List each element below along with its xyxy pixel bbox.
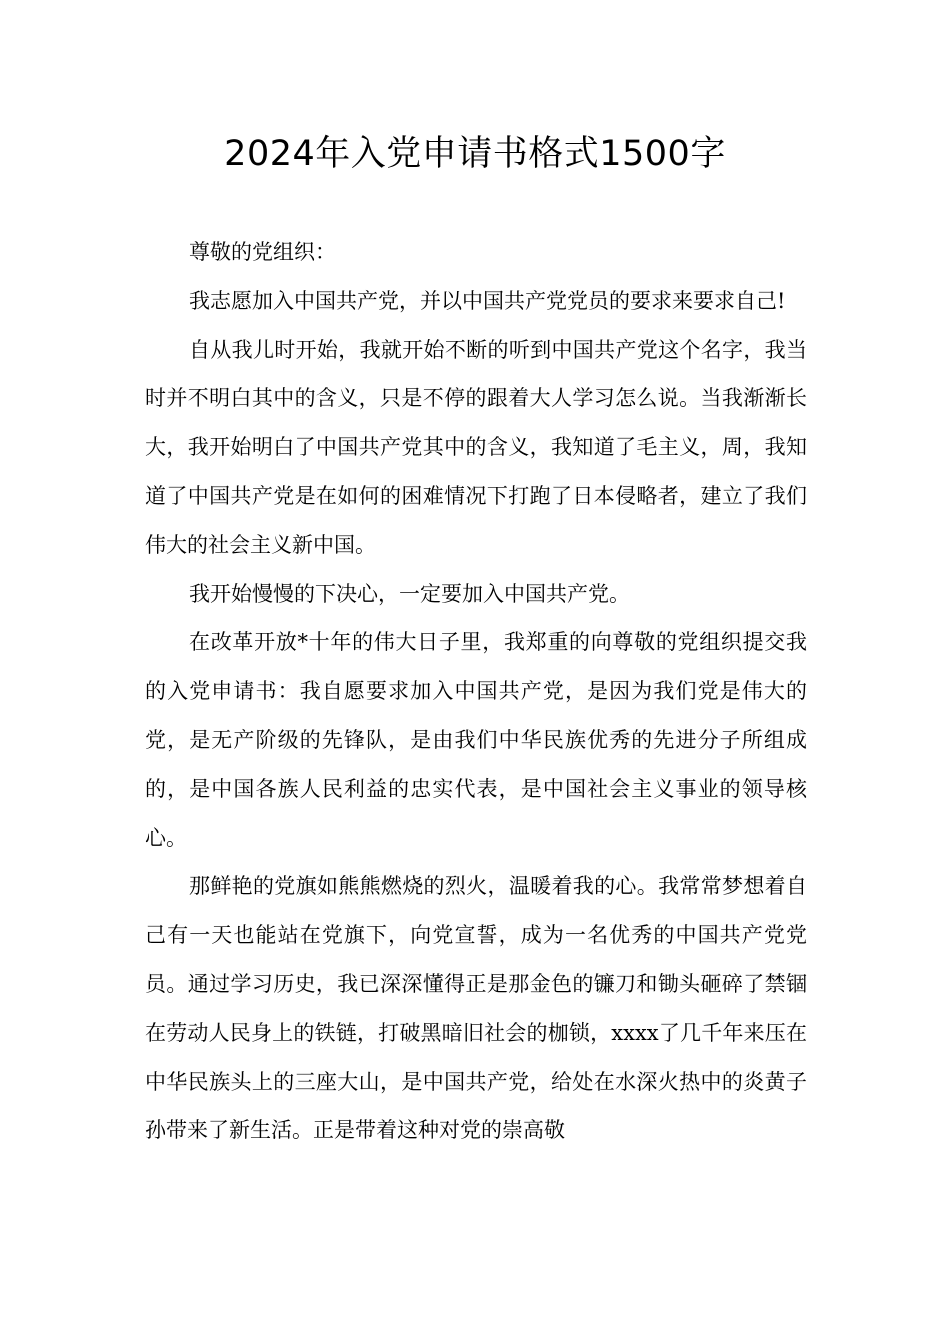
paragraph: 我开始慢慢的下决心，一定要加入中国共产党。	[189, 581, 630, 606]
paragraph: 自从我儿时开始，我就开始不断的听到中国共产党这个名字，我当时并不明白其中的含义，只是不停的跟着大人学习怎么说。当我渐渐长大，我开始明白了中国共产党其中的含义，我知道了毛主义，周，我知道了中国共产党是在如何的困难情况下打跑了日本侵略者，建立了我们伟大的社会主义新中国。	[145, 337, 807, 557]
salutation: 尊敬的党组织：	[189, 240, 336, 264]
document-title: 2024年入党申请书格式1500字	[224, 134, 726, 174]
paragraph: 在改革开放*十年的伟大日子里，我郑重的向尊敬的党组织提交我的入党申请书：我自愿要求加入中国共产党，是因为我们党是伟大的党，是无产阶级的先锋队，是由我们中华民族优秀的先进分子所组成的，是中国各族人民利益的忠实代表，是中国社会主义事业的领导核心。	[145, 630, 807, 850]
paragraph: 我志愿加入中国共产党，并以中国共产党党员的要求来要求自己!	[189, 288, 786, 313]
document-body	[145, 228, 807, 1155]
paragraph: 那鲜艳的党旗如熊熊燃烧的烈火，温暖着我的心。我常常梦想着自己有一天也能站在党旗下，向党宣誓，成为一名优秀的中国共产党党员。通过学习历史，我已深深懂得正是那金色的镰刀和锄头砸碎了禁锢在劳动人民身上的铁链，打破黑暗旧社会的枷锁，xxxx了几千年来压在中华民族头上的三座大山，是中国共产党，给处在水深火热中的炎黄子孙带来了新生活。正是带着这种对党的崇高敬	[145, 874, 807, 1143]
